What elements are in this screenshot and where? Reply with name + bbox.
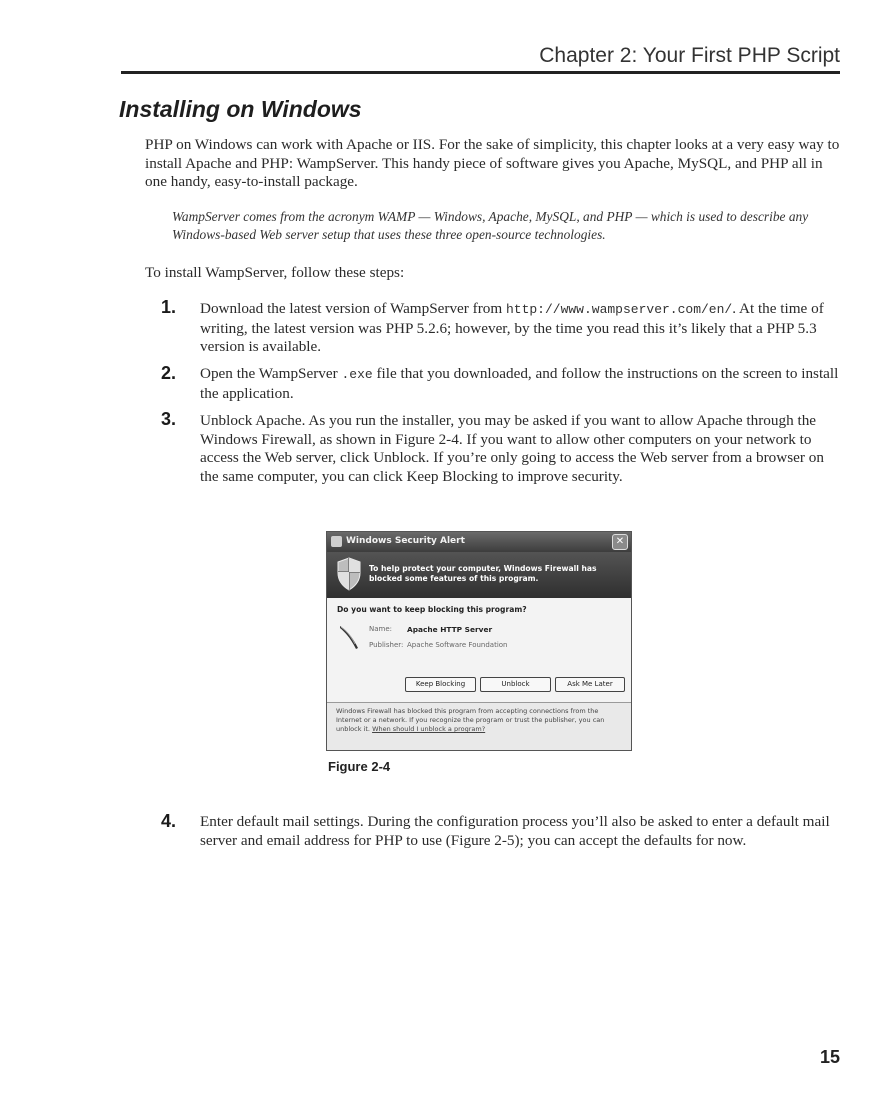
shield-icon: [336, 557, 362, 591]
dialog-banner-text: To help protect your computer, Windows Firewall has blocked some features of this program.: [369, 564, 597, 583]
step-text-part: Download the latest version of WampServer from: [200, 300, 506, 317]
dialog-footer-text: Windows Firewall has blocked this program from accepting connections from the Internet or a network. If you recognize the program or trust the publisher, you can unblock it.: [336, 707, 605, 733]
intro-paragraph: PHP on Windows can work with Apache or IIS. For the sake of simplicity, this chapter looks at a very easy way to install Apache and PHP: WampServer. This handy piece of software gives you Apache, MySQL, and PHP all in one handy, easy-to-install package.: [145, 136, 840, 190]
step-text-part: file that you downloaded, and follow the instructions on the screen to install the application.: [200, 365, 839, 402]
apache-feather-icon: [338, 624, 360, 650]
publisher-label: Publisher:: [369, 641, 404, 649]
header-rule: [121, 71, 840, 74]
step-number: 3.: [161, 409, 177, 429]
step-number: 1.: [161, 297, 177, 317]
ask-me-later-button[interactable]: Ask Me Later: [555, 677, 625, 692]
step-code: .exe: [341, 367, 373, 382]
section-title: Installing on Windows: [119, 96, 362, 122]
dialog-body: [327, 598, 631, 702]
step-text: [200, 365, 840, 403]
figure-caption: Figure 2-4: [328, 759, 391, 774]
steps-lead-paragraph: To install WampServer, follow these steps:: [145, 264, 405, 281]
window-icon: [331, 536, 342, 547]
step-text: Enter default mail settings. During the configuration process you’ll also be asked to enter a default mail server and email address for PHP to use (Figure 2-5); you can accept the defaults for now.: [200, 813, 830, 849]
dialog-title: Windows Security Alert: [346, 536, 465, 546]
step-number: 4.: [161, 811, 177, 831]
dialog-divider: [327, 702, 631, 703]
note-paragraph: WampServer comes from the acronym WAMP — Windows, Apache, MySQL, and PHP — which is used to describe any Windows-based Web server setup that uses these three open-source technologies.: [172, 209, 809, 242]
page-number: 15: [819, 1047, 840, 1067]
dialog-titlebar: [327, 532, 631, 552]
name-value: Apache HTTP Server: [407, 625, 493, 634]
step-code: http://www.wampserver.com/en/: [505, 302, 733, 317]
step-text-part: . At the time of writing, the latest version was PHP 5.2.6; however, by the time you read this it’s likely that a PHP 5.3 version is available.: [200, 300, 824, 355]
unblock-help-link[interactable]: When should I unblock a program?: [372, 725, 486, 733]
step-text: [200, 300, 840, 357]
dialog-footer: [336, 707, 626, 734]
dialog-question: Do you want to keep blocking this program?: [337, 605, 527, 614]
name-label: Name:: [369, 625, 393, 633]
running-header: Chapter 2: Your First PHP Script: [539, 44, 840, 67]
windows-security-alert-dialog: [326, 531, 632, 751]
close-icon[interactable]: ✕: [612, 534, 628, 550]
step-number: 2.: [161, 363, 177, 383]
step-text: Unblock Apache. As you run the installer, you may be asked if you want to allow Apache through the Windows Firewall, as shown in Figure 2-4. If you want to allow other computers on your network to access the Web server, click Unblock. If you’re only going to access the Web server from a browser on the same computer, you can click Keep Blocking to improve security.: [200, 412, 824, 485]
unblock-button[interactable]: Unblock: [480, 677, 551, 692]
publisher-value: Apache Software Foundation: [407, 641, 508, 649]
keep-blocking-button[interactable]: Keep Blocking: [405, 677, 476, 692]
dialog-banner: [327, 552, 631, 598]
step-text-part: Open the WampServer: [200, 365, 342, 382]
